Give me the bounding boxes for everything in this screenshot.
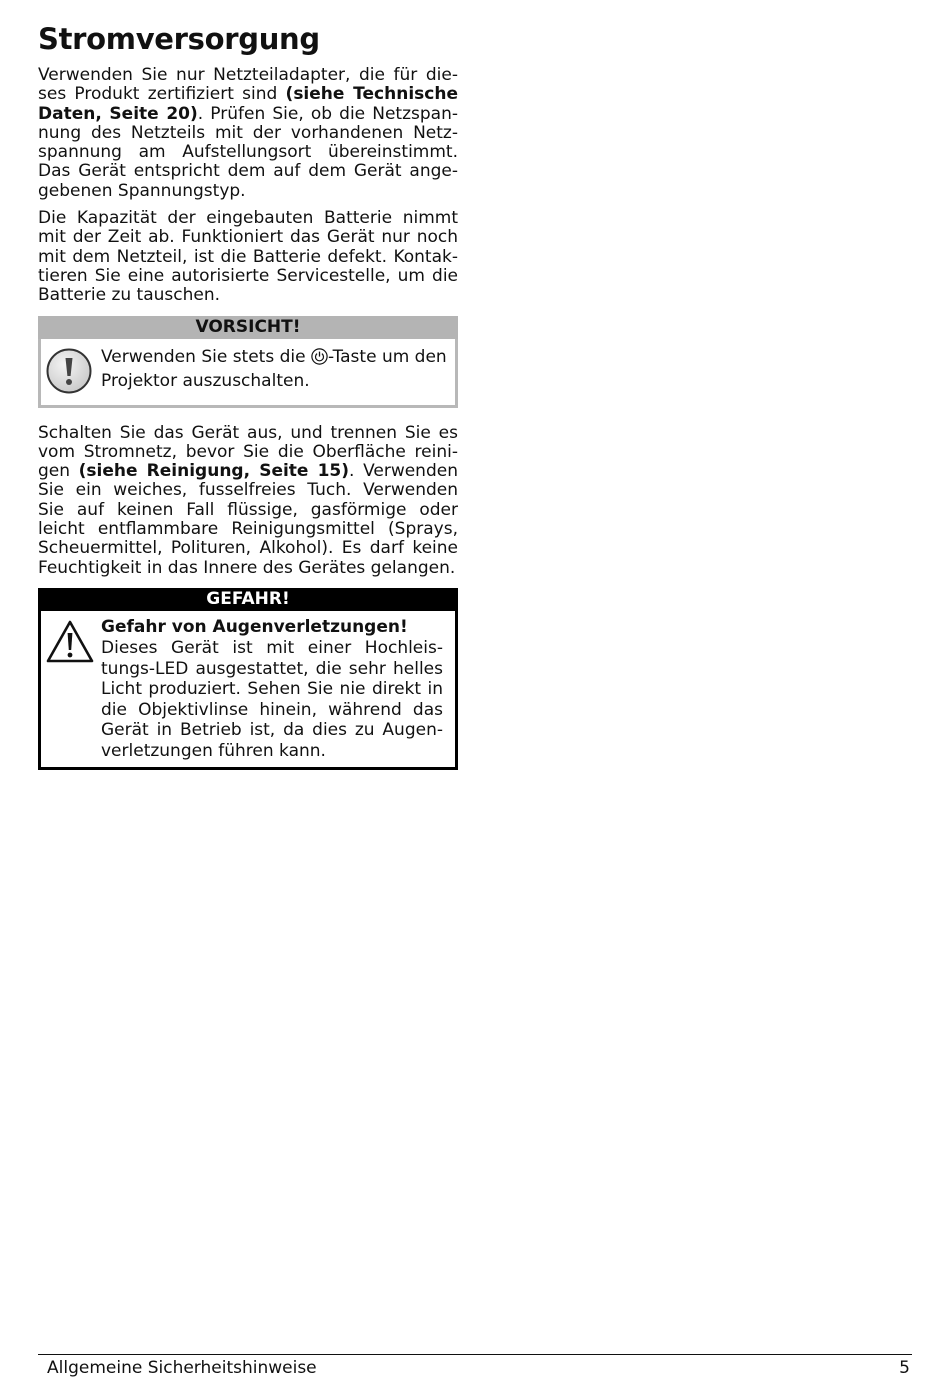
warning-triangle-icon [45,617,101,762]
para1-text-start: Verwenden Sie nur Netzteiladapter, die für dieses Produkt zertifiziert sind [38,65,458,105]
footer-divider [38,1354,912,1355]
battery-paragraph: Die Kapazität der eingebauten Batterie nimmt mit der Zeit ab. Funktioniert das Gerät nur noch mit dem Netzteil, ist die Batterie defekt. Kontaktieren Sie eine autorisierte Servicestelle, um die Batterie zu tauschen. [38,208,458,306]
para1-text-end: . Prüfen Sie, ob die Netzspannung des Netzteils mit der vorhandenen Netzspannung am Aufstellungsort übereinstimmt. Das Gerät entspricht dem auf dem Gerät angegebenen Spannungstyp. [38,103,458,201]
caution-box [38,316,458,408]
para3-text-start: Schalten Sie das Gerät aus, und trennen Sie es vom Stromnetz, bevor Sie die Oberfläche reinigen [38,422,458,482]
danger-heading: GEFAHR! [38,588,458,611]
power-icon [311,348,328,365]
danger-body [38,611,458,771]
power-adapter-paragraph [38,66,458,201]
danger-text: Dieses Gerät ist mit einer Hochleistungs-LED ausgestattet, die sehr helles Licht produziert. Sehen Sie nie direkt in die Objektivlinse hinein, während das Gerät in Betrieb ist, da dies zu Augenverletzungen führen kann. [101,638,443,761]
caution-heading: VORSICHT! [38,316,458,339]
page-number: 5 [899,1358,910,1378]
danger-subheading: Gefahr von Augenverletzungen! [101,616,408,637]
caution-text-start: Verwenden Sie stets die [101,346,311,367]
caution-text-end: -Taste um den Projektor auszuschalten. [101,346,447,391]
danger-text-block [101,617,449,762]
cleaning-paragraph [38,424,458,578]
caution-body [38,339,458,408]
danger-box [38,588,458,771]
para3-text-end: . Verwenden Sie ein weiches, fusselfreies Tuch. Verwenden Sie auf keinen Fall flüssige, gasförmige oder leicht entflammbare Reinigungsmittel (Sprays, Scheuermittel, Polituren, Alkohol). Es darf keine Feuchtigkeit in das Innere des Gerätes gelangen. [38,461,458,578]
content-column [38,22,458,786]
cleaning-reference: (siehe Reinigung, Seite 15) [78,461,350,482]
footer-section-name: Allgemeine Sicherheitshinweise [47,1358,317,1378]
caution-text [101,345,449,399]
section-title: Stromversorgung [38,22,320,56]
technical-data-reference: (siehe Technische Daten, Seite 20) [38,84,458,124]
exclamation-icon [45,345,101,399]
